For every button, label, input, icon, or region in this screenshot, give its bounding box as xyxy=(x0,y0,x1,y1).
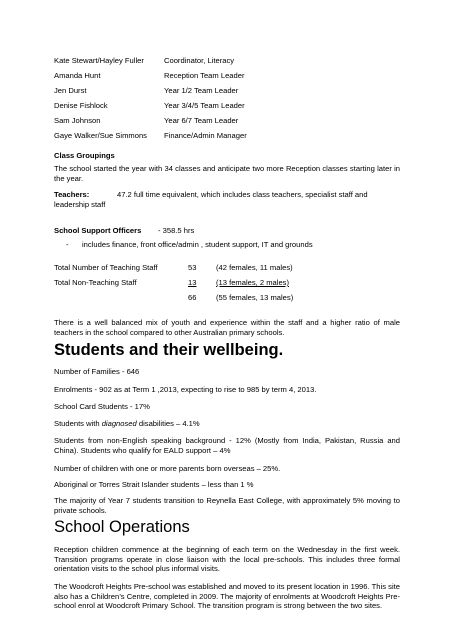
staff-name: Amanda Hunt xyxy=(54,71,101,80)
staff-role: Year 1/2 Team Leader xyxy=(164,86,239,95)
year7-transition: The majority of Year 7 students transition to Reynella East College, with approximately 5% moving to private schools. xyxy=(54,496,400,515)
class-groupings-heading: Class Groupings xyxy=(54,151,115,160)
balance-text: There is a well balanced mix of youth and experience within the staff and a higher ratio of male teachers in the school compared to other Australian primary schools. xyxy=(54,318,400,337)
disabilities xyxy=(54,419,200,428)
total-label: Total Number of Teaching Staff xyxy=(54,263,158,272)
total-detail: (55 females, 13 males) xyxy=(216,293,294,302)
support-label: School Support Officers xyxy=(54,226,142,235)
staff-name: Kate Stewart/Hayley Fuller xyxy=(54,56,144,65)
overseas-parents: Number of children with one or more parents born overseas – 25%. xyxy=(54,464,281,473)
support-hours: - 358.5 hrs xyxy=(158,226,195,235)
staff-name: Denise Fishlock xyxy=(54,101,108,110)
disabilities-em: diagnosed xyxy=(101,419,137,428)
support-detail: includes finance, front office/admin , student support, IT and grounds xyxy=(82,240,313,249)
staff-role: Year 3/4/5 Team Leader xyxy=(164,101,245,110)
staff-name: Jen Durst xyxy=(54,86,87,95)
teachers-text-line2: leadership staff xyxy=(54,200,106,209)
total-detail: (42 females, 11 males) xyxy=(216,263,293,272)
disabilities-pre: Students with xyxy=(54,419,102,428)
teachers-label: Teachers: xyxy=(54,190,90,199)
staff-role: Finance/Admin Manager xyxy=(164,131,247,140)
disabilities-post: disabilities – 4.1% xyxy=(136,419,200,428)
non-english: Students from non-English speaking background - 12% (Mostly from India, Pakistan, Russia and China). Students who qualify for EALD support – 4% xyxy=(54,436,400,455)
total-value: 66 xyxy=(188,293,197,302)
staff-name: Sam Johnson xyxy=(54,116,101,125)
staff-role: Coordinator, Literacy xyxy=(164,56,235,65)
staff-role: Year 6/7 Team Leader xyxy=(164,116,239,125)
enrolments: Enrolments - 902 as at Term 1 ,2013, expecting to rise to 985 by term 4, 2013. xyxy=(54,385,317,394)
staff-name: Gaye Walker/Sue Simmons xyxy=(54,131,147,140)
total-value: 53 xyxy=(188,263,197,272)
operations-para1: Reception children commence at the beginning of each term on the Wednesday in the first week. Transition programs operate in close liaison with the local pre-schools. This includes three formal orientation visits to the school plus informal visits. xyxy=(54,545,400,574)
operations-para2: The Woodcroft Heights Pre-school was established and moved to its present location in 1996. This site also has a Children’s Centre, completed in 2009. The majority of enrolments at Woodcroft Heights Pre-school enrol at Woodcroft Primary School. The transition program is strong between the two sites. xyxy=(54,582,400,611)
staff-role: Reception Team Leader xyxy=(164,71,245,80)
total-value-num: 13 xyxy=(188,278,197,287)
school-card: School Card Students - 17% xyxy=(54,402,150,411)
total-label: Total Non-Teaching Staff xyxy=(54,278,137,287)
class-groupings-text: The school started the year with 34 classes and anticipate two more Reception classes starting later in the year. xyxy=(54,164,400,183)
families-count: Number of Families - 646 xyxy=(54,367,140,376)
total-detail: (13 females, 2 males) xyxy=(216,278,290,287)
students-heading: Students and their wellbeing. xyxy=(54,341,284,359)
aboriginal: Aboriginal or Torres Strait Islander students – less than 1 % xyxy=(54,480,254,489)
teachers-text-line1: 47.2 full time equivalent, which includes class teachers, specialist staff and xyxy=(117,190,368,199)
operations-heading: School Operations xyxy=(54,518,190,536)
support-dash: - xyxy=(66,240,69,249)
